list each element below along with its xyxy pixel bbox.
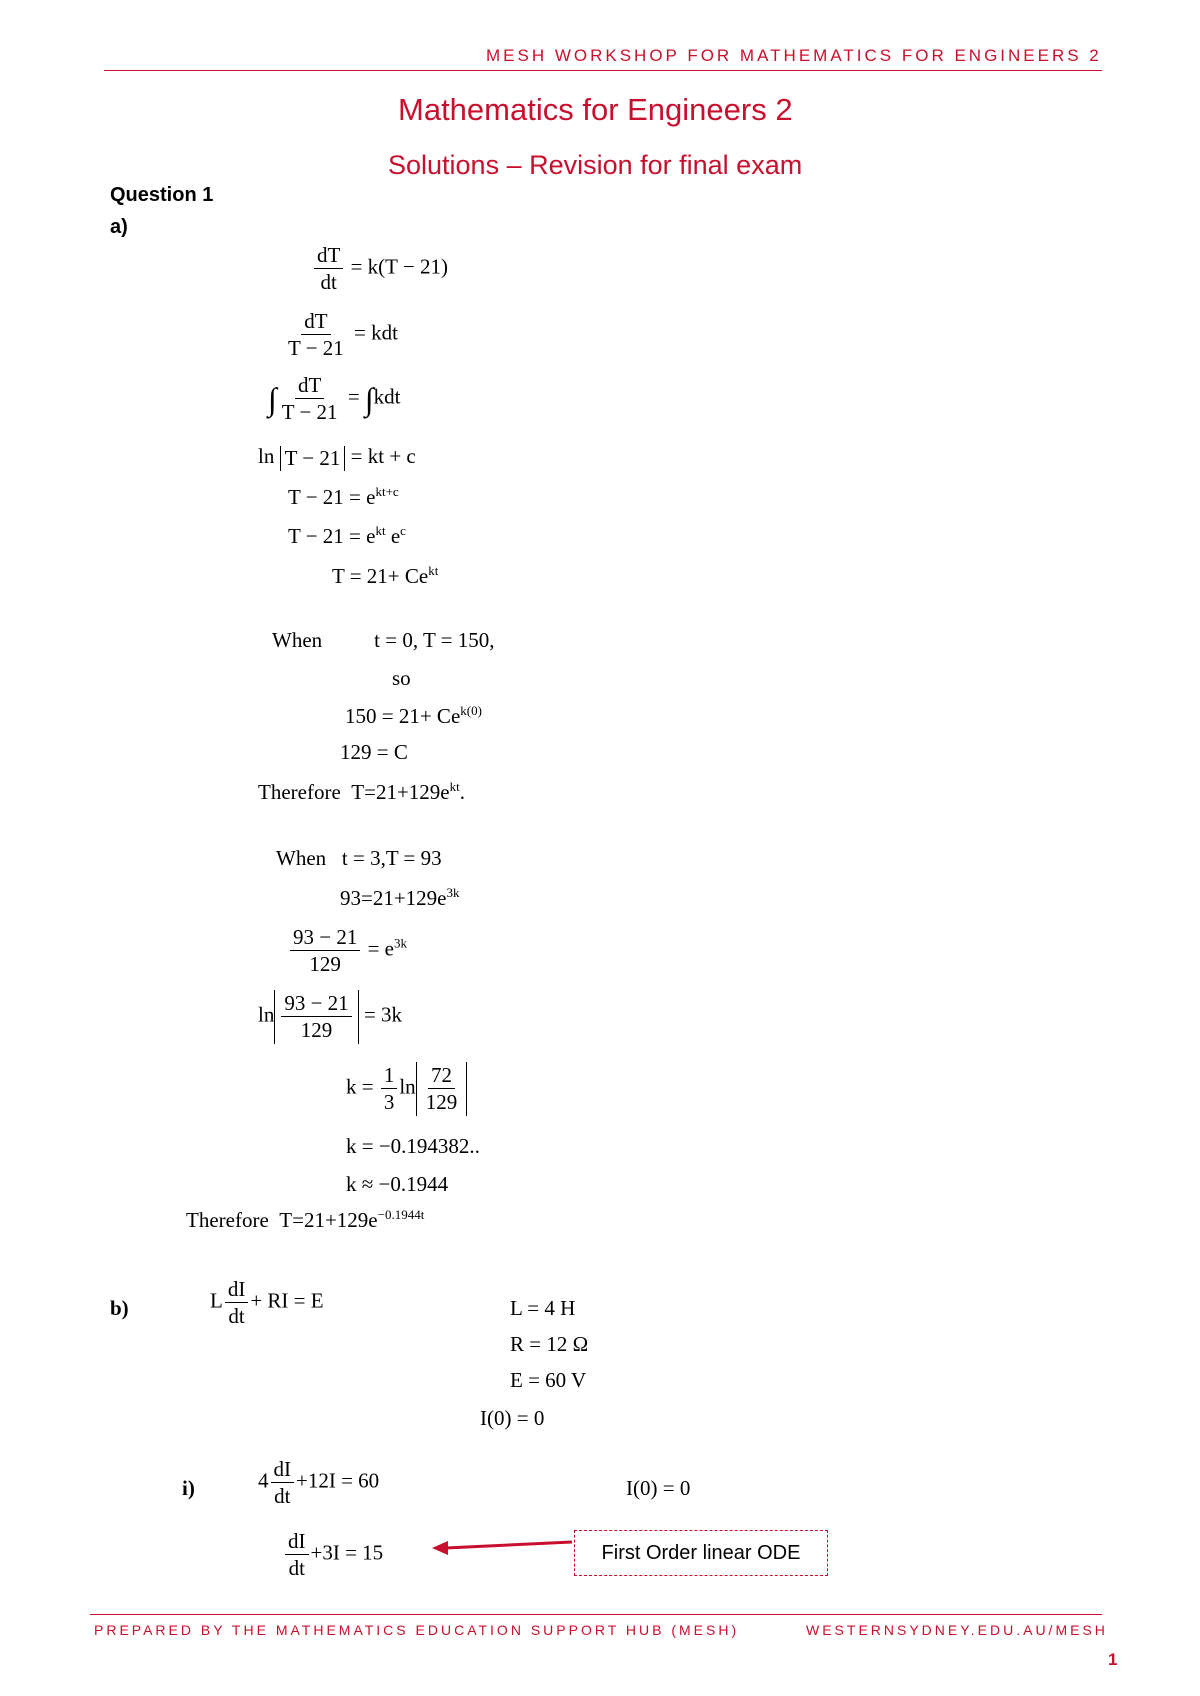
equation-a9: 129 = C (340, 740, 408, 764)
when-condition-2: When t = 3,T = 93 (276, 846, 442, 870)
equation-a3: ∫ $\frac{dT}{T - 21}$ = ∫kdt (268, 373, 401, 425)
equation-a1: $\frac{dT}{dt}$ = k(T − 21) (312, 242, 448, 296)
initial-condition: I(0) = 0 (480, 1406, 545, 1430)
footer-left: PREPARED BY THE MATHEMATICS EDUCATION SUPPORT HUB (MESH) (94, 1622, 740, 1638)
equation-a2: $\frac{dT}{T - 21}$ = kdt (288, 309, 398, 361)
footer-right: WESTERNSYDNEY.EDU.AU/MESH (806, 1622, 1108, 1638)
equation-a5: $T - 21 = e^{kt+c}$ (288, 484, 399, 509)
equation-a15: k ≈ −0.1944 (346, 1172, 449, 1196)
inductance-value: L = 4 H (510, 1296, 576, 1320)
when-condition-1: When t = 0, T = 150, (272, 628, 495, 652)
part-i-label: i) (182, 1476, 195, 1500)
equation-a12: ln $\frac{93 - 21}{129}$ = 3k (258, 991, 403, 1043)
voltage-value: E = 60 V (510, 1368, 587, 1392)
callout-label: First Order linear ODE (601, 1541, 801, 1564)
equation-a4: ln T − 21 = kt + c (258, 444, 416, 470)
so-text: so (392, 666, 411, 690)
callout-box (574, 1530, 828, 1576)
header-rule (104, 70, 1102, 71)
equation-a11: $\frac{93 - 21}{129}$ = $e^{3k}$ (288, 924, 407, 978)
resistance-value: R = 12 Ω (510, 1332, 589, 1356)
page-number: 1 (1108, 1650, 1118, 1669)
equation-b-i1: 4 $\frac{dI}{dt}$ +12I = 60 (258, 1457, 380, 1509)
document-subtitle: Solutions – Revision for final exam (388, 150, 803, 180)
therefore-1: Therefore $T=21+129e^{kt}$. (258, 779, 465, 804)
equation-a7: $T = 21+ Ce^{kt}$ (332, 563, 439, 588)
equation-b-ode: L $\frac{dI}{dt}$ + RI = E (210, 1277, 324, 1329)
callout-arrow (430, 1530, 576, 1560)
equation-a8: $150 = 21+ Ce^{k(0)}$ (345, 703, 482, 728)
equation-a10: $93=21+129e^{3k}$ (340, 885, 460, 910)
footer-rule (90, 1614, 1102, 1615)
equation-a13: k = $\frac{1}{3}$ ln $\frac{72}{129}$ (346, 1062, 467, 1116)
running-header: MESH WORKSHOP FOR MATHEMATICS FOR ENGINEERS 2 (486, 46, 1102, 65)
part-b-label: b) (110, 1296, 129, 1320)
part-a-label: a) (110, 216, 128, 238)
document-title: Mathematics for Engineers 2 (398, 92, 793, 127)
question-label: Question 1 (110, 184, 214, 206)
equation-b-i2: $\frac{dI}{dt}$ +3I = 15 (283, 1528, 383, 1582)
equation-a6: $T - 21 = e^{kt}$ $e^c$ (288, 523, 406, 548)
initial-condition-2: I(0) = 0 (626, 1476, 691, 1500)
equation-a14: k = −0.194382.. (346, 1134, 480, 1158)
therefore-2: Therefore $T=21+129e^{-0.1944t}$ (186, 1207, 425, 1232)
